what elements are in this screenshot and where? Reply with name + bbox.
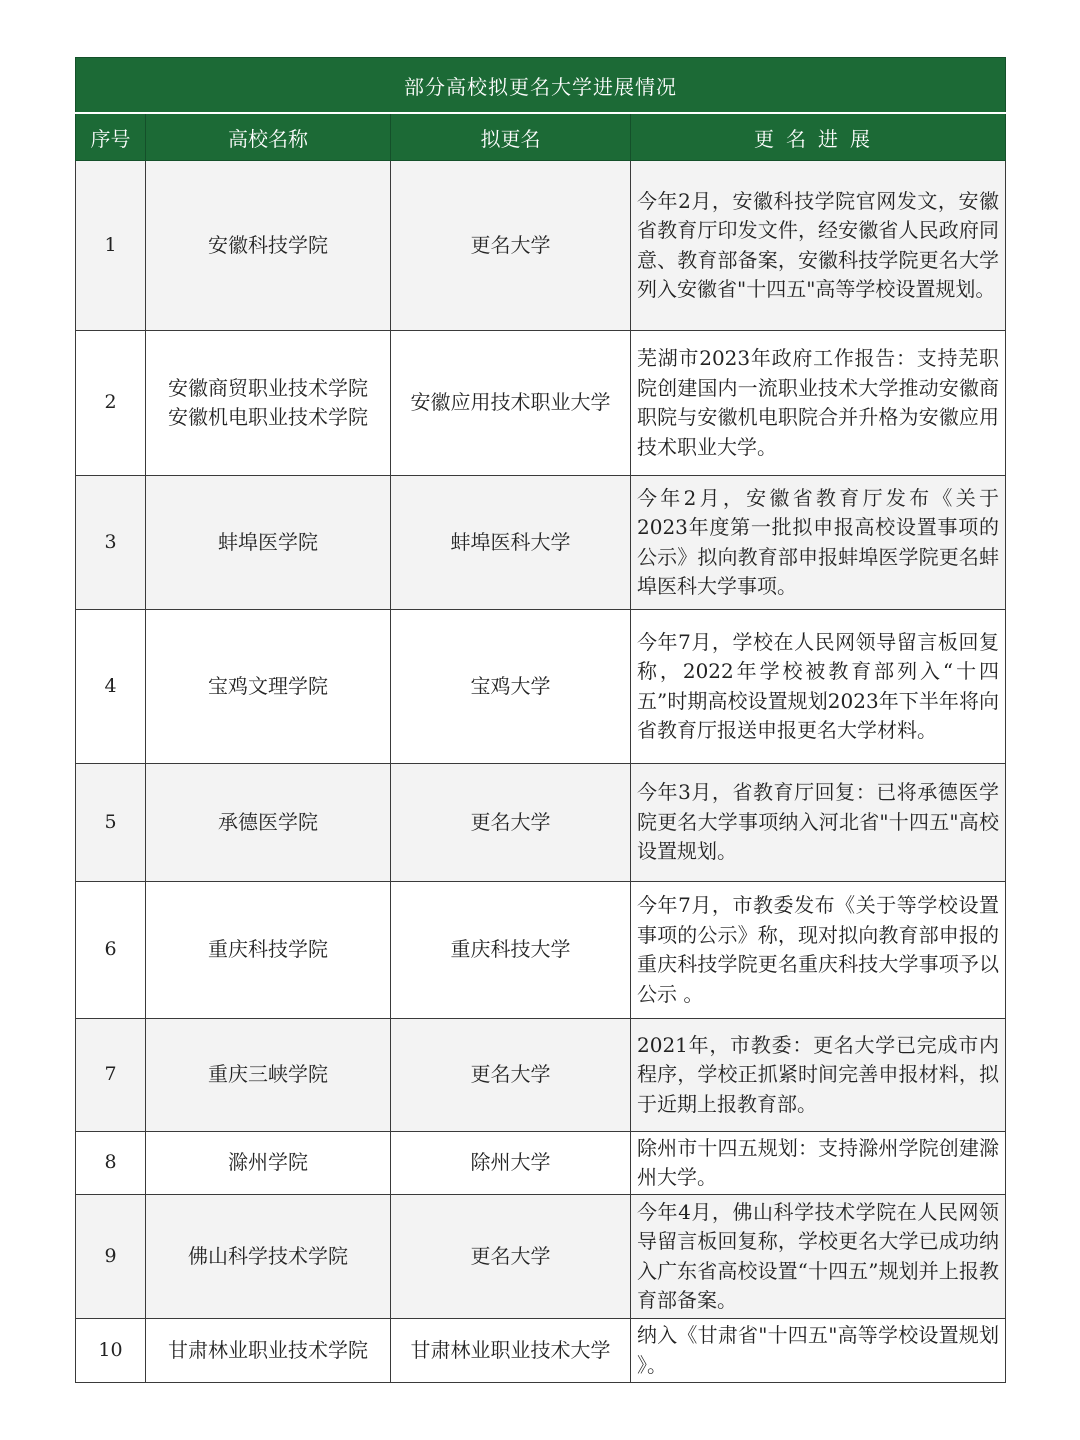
cell-no: 3 (76, 476, 146, 610)
cell-school (146, 882, 391, 1019)
cell-progress: 今年7月，市教委发布《关于等学校设置事项的公示》称，现对拟向教育部申报的重庆科技学院更名重庆科技大学事项予以公示 。 (631, 882, 1006, 1019)
table-row (76, 161, 1006, 331)
table-row (76, 1319, 1006, 1383)
cell-school (146, 1132, 391, 1195)
cell-school (146, 1319, 391, 1383)
cell-school (146, 610, 391, 764)
progress-table-container (75, 57, 1005, 1383)
table-row (76, 476, 1006, 610)
cell-school (146, 476, 391, 610)
table-row (76, 764, 1006, 882)
school-name: 安徽商贸职业技术学院 (168, 375, 368, 400)
school-name: 宝鸡文理学院 (208, 673, 328, 698)
cell-new-name: 更名大学 (391, 161, 631, 331)
table-row (76, 1195, 1006, 1319)
cell-school (146, 161, 391, 331)
cell-progress: 2021年，市教委：更名大学已完成市内程序，学校正抓紧时间完善申报材料，拟于近期上报教育部。 (631, 1019, 1006, 1132)
cell-new-name: 安徽应用技术职业大学 (391, 331, 631, 476)
progress-table (75, 57, 1006, 1383)
school-name: 承德医学院 (218, 809, 318, 834)
school-name: 重庆科技学院 (208, 937, 328, 962)
header-progress: 更名进展 (631, 113, 1006, 161)
table-row (76, 1019, 1006, 1132)
table-row (76, 1132, 1006, 1195)
table-row (76, 331, 1006, 476)
cell-school (146, 1195, 391, 1319)
cell-progress: 纳入《甘肃省"十四五"高等学校设置规划 》。 (631, 1319, 1006, 1383)
cell-new-name: 更名大学 (391, 1195, 631, 1319)
cell-school (146, 1019, 391, 1132)
cell-new-name: 更名大学 (391, 764, 631, 882)
header-no: 序号 (76, 113, 146, 161)
cell-progress: 今年7月，学校在人民网领导留言板回复称，2022年学校被教育部列入“十四五”时期高校设置规划2023年下半年将向省教育厅报送申报更名大学材料。 (631, 610, 1006, 764)
cell-new-name: 除州大学 (391, 1132, 631, 1195)
school-name: 甘肃林业职业技术学院 (168, 1337, 368, 1362)
cell-new-name: 蚌埠医科大学 (391, 476, 631, 610)
cell-progress: 今年3月，省教育厅回复：已将承德医学院更名大学事项纳入河北省"十四五"高校设置规划。 (631, 764, 1006, 882)
cell-school (146, 764, 391, 882)
cell-no: 10 (76, 1319, 146, 1383)
cell-no: 9 (76, 1195, 146, 1319)
cell-no: 4 (76, 610, 146, 764)
cell-no: 8 (76, 1132, 146, 1195)
school-name: 重庆三峡学院 (208, 1062, 328, 1087)
cell-progress: 除州市十四五规划：支持滁州学院创建滁州大学。 (631, 1132, 1006, 1195)
header-new-name: 拟更名 (391, 113, 631, 161)
table-row (76, 610, 1006, 764)
cell-new-name: 甘肃林业职业技术大学 (391, 1319, 631, 1383)
cell-no: 7 (76, 1019, 146, 1132)
cell-progress: 今年2月，安徽省教育厅发布《关于2023年度第一批拟申报高校设置事项的公示》拟向教育部申报蚌埠医学院更名蚌埠医科大学事项。 (631, 476, 1006, 610)
cell-no: 1 (76, 161, 146, 331)
school-name: 滁州学院 (228, 1150, 308, 1175)
cell-new-name: 重庆科技大学 (391, 882, 631, 1019)
cell-new-name: 宝鸡大学 (391, 610, 631, 764)
cell-no: 6 (76, 882, 146, 1019)
table-header-row (76, 113, 1006, 161)
cell-no: 5 (76, 764, 146, 882)
cell-progress: 芜湖市2023年政府工作报告：支持芜职院创建国内一流职业技术大学推动安徽商职院与安徽机电职院合并升格为安徽应用技术职业大学。 (631, 331, 1006, 476)
school-name: 佛山科学技术学院 (188, 1243, 348, 1268)
cell-school (146, 331, 391, 476)
cell-no: 2 (76, 331, 146, 476)
cell-progress: 今年4月，佛山科学技术学院在人民网领导留言板回复称，学校更名大学已成功纳入广东省高校设置“十四五”规划并上报教育部备案。 (631, 1195, 1006, 1319)
school-name: 蚌埠医学院 (218, 529, 318, 554)
table-title-row (76, 58, 1006, 114)
header-school: 高校名称 (146, 113, 391, 161)
cell-progress: 今年2月，安徽科技学院官网发文，安徽省教育厅印发文件，经安徽省人民政府同意、教育部备案，安徽科技学院更名大学列入安徽省"十四五"高等学校设置规划。 (631, 161, 1006, 331)
school-name: 安徽科技学院 (208, 232, 328, 257)
cell-new-name: 更名大学 (391, 1019, 631, 1132)
table-body (76, 161, 1006, 1383)
school-name: 安徽机电职业技术学院 (168, 405, 368, 429)
table-title: 部分高校拟更名大学进展情况 (76, 58, 1006, 114)
table-row (76, 882, 1006, 1019)
